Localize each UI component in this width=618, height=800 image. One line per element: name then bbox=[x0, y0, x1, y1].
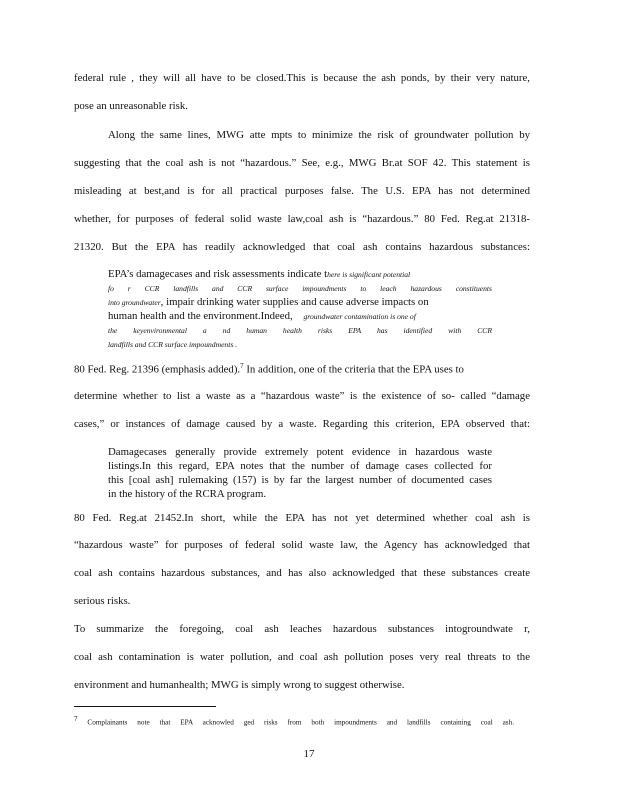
footnote-text: Complainants note that EPA acknowled ged risks from both impoundments and landfills containing coal ash. bbox=[87, 718, 514, 727]
body-line: Along the same lines, MWG atte mpts to minimize the risk of groundwater pollution by bbox=[108, 129, 530, 141]
body-line: pose an unreasonable risk. bbox=[74, 100, 188, 112]
quote-line: the keyenvironmental a nd human health risks EPA has identified with CCR bbox=[108, 326, 492, 335]
body-line: coal ash contamination is water pollution, and coal ash pollution poses very real threats to the bbox=[74, 651, 530, 663]
body-line: misleading at best,and is for all practical purposes false. The U.S. EPA has not determined bbox=[74, 185, 530, 197]
quote-line: this [coal ash] rulemaking (157) is by far the largest number of documented cases bbox=[108, 474, 492, 486]
footnote bbox=[74, 715, 514, 726]
body-line: “hazardous waste” for purposes of federal solid waste law, the Agency has acknowledged that bbox=[74, 539, 530, 551]
body-line: federal rule , they will all have to be closed.This is because the ash ponds, by their very nature, bbox=[74, 72, 530, 84]
quote-line: fo r CCR landfills and CCR surface impoundments to leach hazardous constituents bbox=[108, 284, 492, 293]
quote-line: EPA’s damagecases and risk assessments indicate there is significant potential bbox=[108, 268, 411, 280]
quote-line: into groundwater, impair drinking water supplies and cause adverse impacts on bbox=[108, 296, 429, 308]
quote-line: in the history of the RCRA program. bbox=[108, 488, 267, 500]
body-line: whether, for purposes of federal solid waste law,coal ash is “hazardous.” 80 Fed. Reg.at 21318- bbox=[74, 213, 530, 225]
quote-line: human health and the environment.Indeed, groundwater contamination is one of bbox=[108, 310, 416, 322]
body-line: To summarize the foregoing, coal ash leaches hazardous substances intogroundwate r, bbox=[74, 623, 530, 635]
body-line: environment and humanhealth; MWG is simply wrong to suggest otherwise. bbox=[74, 679, 405, 691]
body-line: 80 Fed. Reg. 21396 (emphasis added).$^7$ In addition, one of the criteria that the EPA uses to bbox=[74, 362, 464, 376]
body-line: serious risks. bbox=[74, 595, 131, 607]
footnote-ref: 7 bbox=[240, 362, 244, 370]
quote-line: listings.In this regard, EPA notes that the number of damage cases collected for bbox=[108, 460, 492, 472]
quote-line: landfills and CCR surface impoundments . bbox=[108, 340, 238, 349]
body-line: coal ash contains hazardous substances, and has also acknowledged that these substances create bbox=[74, 567, 530, 579]
footnote-number: 7 bbox=[74, 715, 78, 723]
footnote-divider bbox=[74, 706, 216, 707]
body-line: 80 Fed. Reg.at 21452.In short, while the EPA has not yet determined whether coal ash is bbox=[74, 512, 530, 524]
body-line: cases,” or instances of damage caused by a waste. Regarding this criterion, EPA observed that: bbox=[74, 418, 530, 430]
body-line: suggesting that the coal ash is not “hazardous.” See, e.g., MWG Br.at SOF 42. This statement is bbox=[74, 157, 530, 169]
quote-line: Damagecases generally provide extremely potent evidence in hazardous waste bbox=[108, 446, 492, 458]
page-number: 17 bbox=[303, 748, 315, 760]
body-line: 21320. But the EPA has readily acknowledged that coal ash contains hazardous substances: bbox=[74, 241, 530, 253]
body-line: determine whether to list a waste as a “hazardous waste” is the existence of so- called “damage bbox=[74, 390, 530, 402]
